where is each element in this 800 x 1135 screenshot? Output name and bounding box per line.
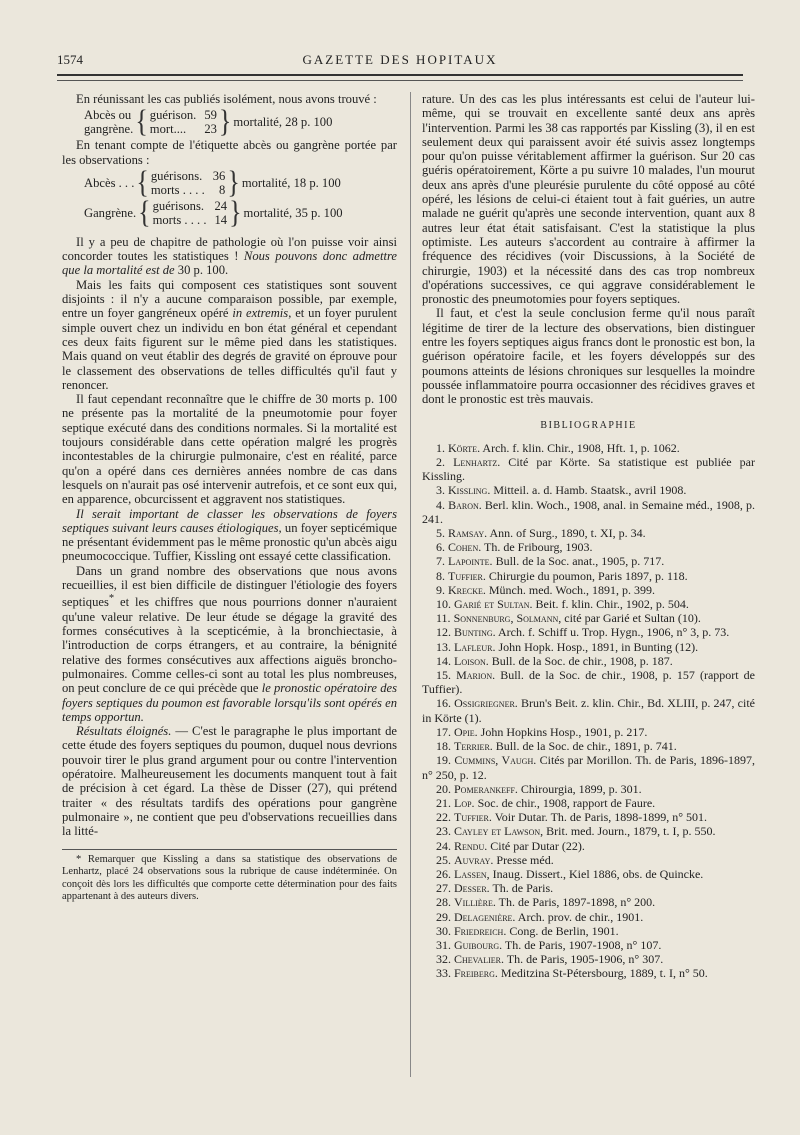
entry-reference: Inaug. Dissert., Kiel 1886, obs. de Quincke.: [489, 866, 704, 881]
entry-author: Friedreich.: [454, 923, 507, 938]
entry-reference: Cong. de Berlin, 1901.: [506, 923, 619, 938]
entry-reference: Bull. de la Soc. anat., 1905, p. 717.: [492, 554, 665, 569]
table3-result: mortalité, 35 p. 100: [243, 205, 343, 220]
running-title: GAZETTE DES HOPITAUX: [302, 52, 498, 67]
entry-reference: Bull. de la Soc. de chir., 1908, p. 157 (rapport de Tuffier).: [422, 668, 756, 697]
intro-paragraph: En réunissant les cas publiés isolément, nous avons trouvé :: [76, 92, 377, 106]
entry-number: 12.: [436, 625, 454, 640]
entry-number: 15.: [436, 668, 457, 683]
label-paragraph: En tenant compte de l'étiquette abcès ou gangrène portée par les observations :: [62, 138, 397, 167]
entry-reference: Bull. de la Soc. de chir., 1891, p. 741.: [492, 739, 677, 754]
bibliography-entry: [422, 597, 755, 611]
entry-reference: Soc. de chir., 1908, rapport de Faure.: [474, 795, 656, 810]
bibliography-entry: [422, 924, 755, 938]
entry-author: Tuffier.: [448, 568, 486, 583]
header-rule-thick: [57, 74, 743, 76]
table3-count-1: 24: [214, 198, 228, 213]
entry-reference: Chirourgia, 1899, p. 301.: [517, 781, 642, 796]
brace-close: }: [229, 194, 242, 230]
bibliography-entry: [422, 824, 755, 838]
entry-number: 19.: [436, 753, 455, 768]
entry-author: Kissling.: [448, 483, 491, 498]
entry-author: Lafleur.: [454, 639, 496, 654]
table2-result: mortalité, 18 p. 100: [241, 175, 341, 190]
bibliography-entry: [422, 483, 755, 497]
table1-status-1: guérison.: [149, 108, 197, 123]
entry-number: 30.: [436, 923, 454, 938]
bibliography-entry: [422, 895, 755, 909]
stats-table-3: [84, 194, 397, 230]
entry-number: 24.: [436, 838, 454, 853]
bibliography-entry: [422, 853, 755, 867]
brace-close: }: [218, 104, 232, 140]
entry-number: 32.: [436, 952, 454, 967]
bibliography-entry: [422, 725, 755, 739]
entry-reference: Th. de Paris.: [489, 881, 554, 896]
bibliography-entry: [422, 910, 755, 924]
brace-close: }: [227, 164, 240, 200]
bibliography-entry: [422, 441, 755, 455]
table3-status-1: guérisons.: [152, 198, 205, 213]
entry-number: 8.: [436, 568, 448, 583]
entry-author: Opie.: [454, 724, 478, 739]
entry-number: 14.: [436, 653, 454, 668]
entry-author: Krecke.: [448, 582, 486, 597]
entry-number: 18.: [436, 739, 454, 754]
table1-count-1: 59: [204, 108, 217, 123]
entry-reference: Münch. med. Woch., 1891, p. 399.: [485, 582, 656, 597]
bibliography-entry: [422, 583, 755, 597]
paragraph: Il y a peu de chapitre de pathologie où l'on puisse voir ainsi concorder toutes les statistiques ! Nous pouvons donc admettre que la mortalité est de 30 p. 100.: [62, 234, 397, 278]
entry-author: Marion.: [456, 668, 496, 683]
bibliography-heading: BIBLIOGRAPHIE: [540, 419, 637, 431]
table2-count-2: 8: [219, 182, 226, 197]
bibliography-entry: [422, 654, 755, 668]
footnote-rule: [62, 849, 397, 850]
table1-label-2: gangrène.: [84, 122, 134, 137]
bibliography-entry: [422, 938, 755, 952]
entry-reference: Berl. klin. Woch., 1908, anal. in Semaine méd., 1908, p. 241.: [422, 497, 756, 526]
entry-author: Delagenière.: [454, 909, 516, 924]
entry-number: 17.: [436, 724, 454, 739]
bibliography-entry: [422, 810, 755, 824]
bibliography-entry: [422, 498, 755, 526]
entry-author: Tuffier.: [454, 810, 492, 825]
entry-reference: Ann. of Surg., 1890, t. XI, p. 34.: [487, 526, 646, 541]
entry-author: Freiberg.: [454, 966, 498, 981]
entry-number: 25.: [436, 852, 454, 867]
entry-number: 33.: [436, 966, 454, 981]
entry-number: 28.: [436, 895, 454, 910]
entry-reference: Arch. f. klin. Chir., 1908, Hft. 1, p. 1062.: [480, 440, 680, 455]
entry-reference: Th. de Paris, 1907-1908, n° 107.: [502, 937, 662, 952]
table2-status-1: guérisons.: [150, 168, 203, 183]
entry-reference: Bull. de la Soc. de chir., 1908, p. 187.: [488, 653, 673, 668]
entry-reference: Cités par Morillon. Th. de Paris, 1896-1897, n° 250, p. 12.: [422, 753, 756, 782]
bibliography-entry: [422, 611, 755, 625]
bibliography-entry: [422, 569, 755, 583]
entry-reference: John Hopkins Hosp., 1901, p. 217.: [477, 724, 648, 739]
bibliography-entry: [422, 739, 755, 753]
entry-author: Desser.: [454, 881, 490, 896]
brace-open: {: [135, 104, 148, 140]
entry-author: Garié et Sultan.: [454, 597, 533, 612]
bibliography-entry: [422, 881, 755, 895]
paragraph: Résultats éloignés. — C'est le paragraphe le plus important de cette étude des foyers septiques du poumon, duquel nous devrions pouvoir tirer le plus grand argument pour ou contre l'intervention opératoire. Malheureusement les documents manquent tout à fait de précision à cet égard. La thèse de Disser (27), qui prétend traiter « des résultats tardifs des opérations pour gangrène pulmonaire », ne contient que peu d'observations recueillies dans la litté-: [62, 724, 397, 839]
entry-author: Lassen,: [454, 866, 490, 881]
table1-result: mortalité, 28 p. 100: [233, 115, 333, 130]
paragraph: Dans un grand nombre des observations que nous avons recueillies, il est bien difficile de distinguer l'étiologie des foyers septiques* et les chiffres que nous pourrions donner n'auraient qu'une valeur relative. De leur étude se dégage la gravité des formes consécutives à la scepticémie, à la bronchiectasie, à l'introduction de corps étrangers, et au contraire, la bénignité relative des formes consécutives aux affections aiguës broncho-pulmonaires. Comme celles-ci sont au total les plus nombreuses, on peut conclure de ce qui précède que le pronostic opératoire des foyers septiques du poumon est favorable lorsqu'ils sont opérés en temps opportun.: [62, 563, 397, 724]
entry-reference: Th. de Fribourg, 1903.: [481, 540, 593, 555]
entry-number: 4.: [436, 497, 449, 512]
entry-reference: Beit. f. klin. Chir., 1902, p. 504.: [532, 597, 689, 612]
entry-reference: Arch. f. Schiff u. Trop. Hygn., 1906, n° 3, p. 73.: [495, 625, 730, 640]
entry-number: 5.: [436, 526, 448, 541]
entry-author: Pomerankeff.: [454, 781, 518, 796]
footnote: * Remarquer que Kissling a dans sa statistique des observations de Lenhartz, placé 24 observations sous la rubrique de cause indéterminée. On conçoit dès lors les difficultés que comporte cette détermination pour des faits appartenant à des auteurs divers.: [62, 853, 397, 903]
entry-author: Lop.: [454, 795, 475, 810]
entry-number: 3.: [436, 483, 448, 498]
table2-status-2: morts . . . .: [150, 182, 205, 197]
entry-author: Rendu.: [454, 838, 488, 853]
bibliography-entry: [422, 796, 755, 810]
entry-reference: Th. de Paris, 1897-1898, n° 200.: [495, 895, 656, 910]
bibliography-entry: [422, 625, 755, 639]
right-column: [422, 92, 755, 981]
left-column: [62, 92, 397, 904]
stats-table-2: [84, 164, 397, 200]
entry-reference: Meditzina St-Pétersbourg, 1889, t. I, n° 50.: [497, 966, 708, 981]
entry-reference: cité par Garié et Sultan (10).: [561, 611, 701, 626]
paragraph: rature. Un des cas les plus intéressants est celui de l'auteur lui-même, qui se trouvait en excellente santé deux ans après l'intervention. Parmi les 38 cas rapportés par Kissling (3), il en est seulement deux qui paraissent avoir été suivis assez longtemps pour qu'on puisse véritablement affirmer la guérison. Sur 20 cas guéris opératoirement, Körte a pu suivre 10 malades, l'un mourut deux ans après d'une pleurésie purulente du côté opposé au côté opéré, les lésions de celui-ci étaient tout à fait guéries, un autre malade ne guérit qu'après une seconde intervention, quant aux 8 autres leur état était satisfaisant. C'est la statistique la plus optimiste. Les auteurs s'accordent au contraire à affirmer la fréquence des récidives (voir Discussions, à la Société de chirurgie, 1903) et la nécessité dans des cas trop nombreux d'opérations successives, ce qui aggrave considérablement le pronostic des pneumotomies pour foyers septiques.: [422, 92, 755, 307]
bibliography-entry: [422, 640, 755, 654]
entry-reference: Arch. prov. de chir., 1901.: [515, 909, 644, 924]
bibliography-entry: [422, 696, 755, 724]
entry-reference: Cité par Körte. Sa statistique est publiée par Kissling.: [422, 455, 755, 484]
entry-reference: Mitteil. a. d. Hamb. Staatsk., avril 1908.: [490, 483, 687, 498]
bibliography-entry: [422, 554, 755, 568]
entry-author: Guibourg.: [454, 937, 503, 952]
entry-author: Sonnenburg, Solmann,: [453, 611, 562, 626]
table3-count-2: 14: [214, 212, 228, 227]
bibliography-entry: [422, 966, 755, 980]
entry-number: 2.: [436, 455, 454, 470]
entry-number: 6.: [436, 540, 448, 555]
entry-number: 11.: [436, 611, 454, 626]
entry-number: 13.: [436, 639, 454, 654]
entry-author: Cummins, Vaugh.: [454, 753, 537, 768]
bibliography-entry: [422, 668, 755, 696]
table2-count-1: 36: [212, 168, 226, 183]
entry-reference: Presse méd.: [493, 852, 554, 867]
entry-number: 20.: [436, 781, 454, 796]
table1-count-2: 23: [204, 122, 217, 137]
brace-open: {: [136, 164, 149, 200]
entry-number: 16.: [436, 696, 455, 711]
entry-author: Loison.: [454, 653, 489, 668]
entry-number: 26.: [436, 866, 454, 881]
bibliography-entry: [422, 455, 755, 483]
entry-reference: Th. de Paris, 1905-1906, n° 307.: [503, 952, 664, 967]
header-rule-thin: [57, 80, 743, 81]
table1-status-2: mort....: [149, 122, 187, 137]
entry-number: 22.: [436, 810, 454, 825]
entry-number: 27.: [436, 881, 454, 896]
entry-number: 29.: [436, 909, 454, 924]
bibliography-entry: [422, 867, 755, 881]
entry-reference: Voir Dutar. Th. de Paris, 1898-1899, n° 501.: [491, 810, 708, 825]
bibliography-entry: [422, 526, 755, 540]
table2-label: Abcès . . .: [84, 175, 135, 190]
entry-author: Bunting.: [454, 625, 496, 640]
paragraph: Il faut cependant reconnaître que le chiffre de 30 morts p. 100 ne présente pas la mortalité de la pneumotomie pour foyer septique exécuté dans des conditions normales. Si la mortalité est toujours considérable dans cette opération malgré les progrès incontestables de la chirurgie pulmonaire, c'est en réalité, parce qu'on a opéré dans ces dernières années nombre de cas dans lesquels on n'aurait pas osé intervenir autrefois, et ce sont eux qui, en apparence, obcurcissent et aggravent nos statistiques.: [62, 392, 397, 507]
bibliography-entry: [422, 753, 755, 781]
paragraph: Il faut, et c'est la seule conclusion ferme qu'il nous paraît légitime de tirer de la lecture des observations, bien distinguer entre les foyers septiques aigus francs dont le pronostic est bon, la guérison opératoire facile, et les foyers développés sur des poumons atteints de lésions chroniques sur lesquelles la moindre poussée inflammatoire pourra occasionner des récidives graves et dont le pronostic est très mauvais.: [422, 306, 755, 407]
brace-open: {: [138, 194, 151, 230]
entry-number: 1.: [436, 440, 448, 455]
entry-number: 9.: [436, 582, 448, 597]
paragraph: Il serait important de classer les observations de foyers septiques suivant leurs causes étiologiques, un foyer septicémique ne présentant évidemment pas le même pronostic qu'un abcès aigu pneumococcique. Tuffier, Kissling ont essayé cette classification.: [62, 506, 397, 564]
table3-label: Gangrène.: [84, 205, 137, 220]
entry-author: Cohen.: [448, 540, 482, 555]
bibliography-list: [422, 441, 755, 981]
bibliography-entry: [422, 839, 755, 853]
entry-author: Chevalier.: [454, 952, 504, 967]
entry-author: Villière.: [454, 895, 496, 910]
entry-author: Cayley et Lawson,: [454, 824, 544, 839]
table3-status-2: morts . . . .: [152, 212, 207, 227]
entry-reference: Chirurgie du poumon, Paris 1897, p. 118.: [485, 568, 688, 583]
stats-table-1: [84, 104, 397, 140]
page-number: 1574: [57, 52, 83, 67]
bibliography-entry: [422, 782, 755, 796]
table1-label-1: Abcès ou: [84, 108, 132, 123]
bibliography-entry: [422, 952, 755, 966]
entry-author: Terrier.: [454, 739, 493, 754]
entry-number: 21.: [436, 795, 454, 810]
entry-author: Ramsay.: [448, 526, 488, 541]
entry-author: Lapointe.: [448, 554, 493, 569]
entry-number: 7.: [436, 554, 448, 569]
column-divider: [410, 92, 411, 1077]
entry-reference: Brun's Beit. z. klin. Chir., Bd. XLIII, p. 247, cité in Körte (1).: [422, 696, 755, 725]
entry-number: 23.: [436, 824, 454, 839]
entry-number: 10.: [436, 597, 454, 612]
entry-author: Körte.: [448, 440, 481, 455]
entry-reference: Cité par Dutar (22).: [487, 838, 585, 853]
entry-number: 31.: [436, 937, 454, 952]
entry-author: Ossigriegner.: [454, 696, 518, 711]
entry-author: Baron.: [448, 497, 482, 512]
bibliography-entry: [422, 540, 755, 554]
entry-author: Lenhartz.: [453, 455, 501, 470]
entry-reference: John Hopk. Hosp., 1891, in Bunting (12).: [495, 639, 699, 654]
paragraph: Mais les faits qui composent ces statistiques sont souvent disjoints : il n'y a aucune comparaison possible, par exemple, entre un foyer gangréneux opéré in extremis, et un foyer purulent simple ouvert chez un individu en bon état général et cependant ces deux faits figurent sur le même pied dans les statistiques. Mais quand on veut établir des degrés de gravité on éprouve pour le classement des observations de telles difficultés qu'il faut y renoncer.: [62, 277, 398, 392]
entry-author: Auvray.: [454, 852, 494, 867]
entry-reference: Brit. med. Journ., 1879, t. I, p. 550.: [543, 824, 716, 839]
